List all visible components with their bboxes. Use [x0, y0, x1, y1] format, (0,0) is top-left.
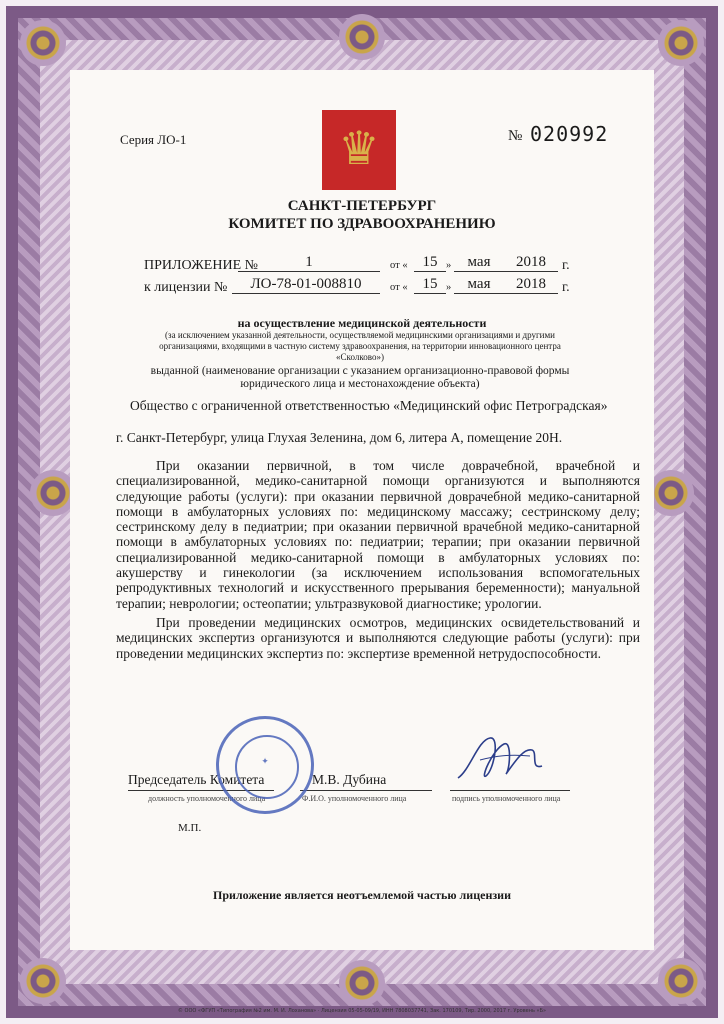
appendix-day: 15 — [414, 254, 446, 272]
position-caption: должность уполномоченного лица — [148, 794, 266, 803]
services-paragraph-2: При проведении медицинских осмотров, медицинских освидетельствований и медицинских экспертиз организуются и выполняются следующие работы (услуги): при проведении медицинских экспертиз по: экспертизе временной нетрудоспособности. — [116, 614, 640, 661]
license-g: г. — [562, 280, 570, 295]
license-month: мая — [454, 276, 504, 294]
license-close-quote: » — [446, 282, 452, 293]
license-label: к лицензии № — [144, 280, 228, 295]
appendix-number: 1 — [238, 254, 380, 272]
ornament-icon — [20, 958, 66, 1004]
signatory-position: Председатель Комитета — [128, 772, 265, 787]
series-label: Серия ЛО-1 — [120, 132, 187, 147]
footer-note: Приложение является неотъемлемой частью лицензии — [212, 888, 512, 902]
organization-address: г. Санкт-Петербург, улица Глухая Зеленина, дом 6, литера А, помещение 20Н. — [116, 430, 563, 445]
license-year: 2018 — [504, 276, 558, 294]
ornament-icon — [648, 470, 694, 516]
appendix-month: мая — [454, 254, 504, 272]
document-number: 020992 — [530, 122, 609, 146]
coat-of-arms-icon — [322, 110, 396, 190]
handwritten-signature-icon — [450, 730, 550, 790]
ornament-icon — [20, 20, 66, 66]
organization-name: Общество с ограниченной ответственностью «Медицинский офис Петроградская» — [130, 398, 608, 413]
exclusion-note: (за исключением указанной деятельности, осуществляемой медицинскими организациями и другими организациями, входящими в частную систему здравоохранения, на территории инновационного центра «Сколково») — [159, 330, 561, 362]
appendix-from: от « — [390, 260, 408, 271]
license-day: 15 — [414, 276, 446, 294]
printing-imprint: © ООО «ФГУП «Типография №2 им. М. И. Лоханова» · Лицензия 05-05-09/19, ИНН 7808037741, Зак. 170109, Тир. 2000, 2017 г. Уровень «Б» — [177, 1008, 547, 1014]
city-title: САНКТ-ПЕТЕРБУРГ — [287, 198, 437, 214]
license-from: от « — [390, 282, 408, 293]
license-number: ЛО-78-01-008810 — [232, 276, 380, 294]
appendix-label: ПРИЛОЖЕНИЕ № — [144, 258, 258, 273]
ornament-icon — [339, 960, 385, 1006]
ornament-icon — [658, 20, 704, 66]
appendix-year: 2018 — [504, 254, 558, 272]
number-label: № — [508, 128, 523, 144]
eagle-icon: ♛ — [338, 123, 380, 174]
signatory-name: М.В. Дубина — [312, 772, 387, 787]
committee-title: КОМИТЕТ ПО ЗДРАВООХРАНЕНИЮ — [228, 216, 496, 232]
ornament-icon — [339, 14, 385, 60]
official-seal-icon: ✦ — [216, 716, 314, 814]
services-text — [116, 458, 640, 661]
signature-caption: подпись уполномоченного лица — [452, 794, 561, 803]
issued-to-note: выданной (наименование организации с указанием организационно-правовой формы юридического лица и местонахождение объекта) — [150, 365, 570, 390]
services-paragraph-1: При оказании первичной, в том числе доврачебной, врачебной и специализированной, медико-санитарной помощи организуются и выполняются следующие работы (услуги): при оказании первичной доврачебной медико-санитарной помощи в амбулаторных условиях по: медицинскому массажу; сестринскому делу; сестринскому делу в педиатрии; при оказании первичной врачебной медико-санитарной помощи в амбулаторных условиях по: педиатрии; терапии; при оказании первичной специализированной медико-санитарной помощи в амбулаторных условиях по: акушерству и гинекологии (за исключением использования вспомогательных репродуктивных технологий и искусственного прерывания беременности); мануальной терапии; неврологии; остеопатии; ультразвуковой диагностике; урологии. — [116, 458, 640, 611]
seal-place-label: М.П. — [178, 822, 202, 834]
appendix-close-quote: » — [446, 260, 452, 271]
appendix-g: г. — [562, 258, 570, 273]
ornament-icon — [658, 958, 704, 1004]
name-caption: Ф.И.О. уполномоченного лица — [302, 794, 407, 803]
activity-header: на осуществление медицинской деятельности — [237, 316, 487, 330]
